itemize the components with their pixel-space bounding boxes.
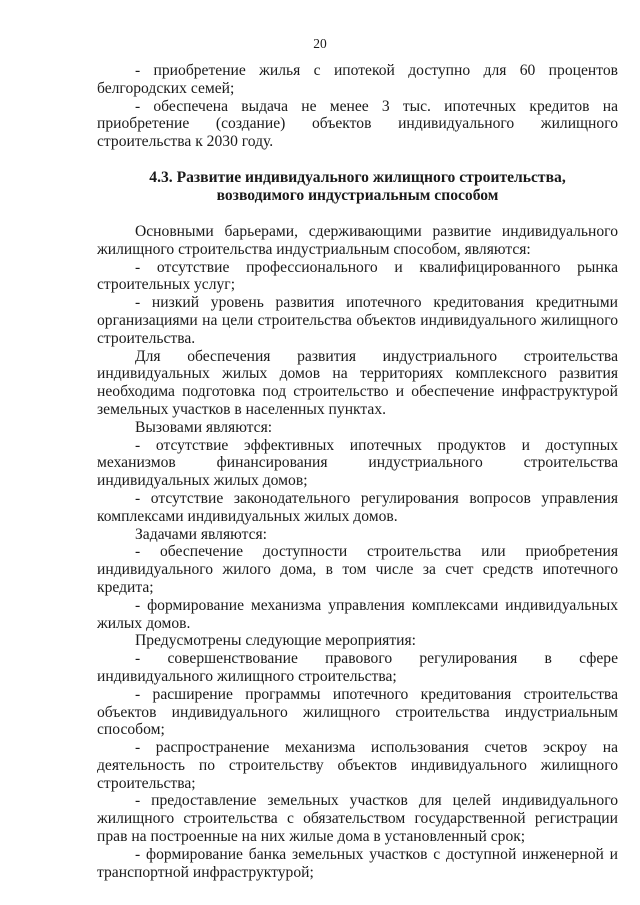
list-item: - расширение программы ипотечного кредитования строительства объектов индивидуального жилищного строительства индустриальным способом; <box>97 685 618 739</box>
list-item: - отсутствие профессионального и квалифицированного рынка строительных услуг; <box>97 258 618 294</box>
list-item: - предоставление земельных участков для целей индивидуального жилищного строительства с обязательством государственной регистрации прав на построенные на них жилые дома в установленный срок; <box>97 792 618 846</box>
intro-paragraph: - обеспечена выдача не менее 3 тыс. ипотечных кредитов на приобретение (создание) объектов индивидуального жилищного строительства к 2030 году. <box>97 97 618 151</box>
section-heading <box>97 169 618 205</box>
section-heading-line: возводимого индустриальным способом <box>216 186 499 204</box>
document-body <box>97 62 618 881</box>
list-item: - формирование банка земельных участков с доступной инженерной и транспортной инфраструктурой; <box>97 845 618 881</box>
list-item: - отсутствие законодательного регулирования вопросов управления комплексами индивидуальных жилых домов. <box>97 489 618 525</box>
paragraph: Предусмотрены следующие мероприятия: <box>135 632 417 650</box>
list-item: - отсутствие эффективных ипотечных продуктов и доступных механизмов финансирования индустриального строительства индивидуальных жилых домов; <box>97 436 618 490</box>
paragraph: Задачами являются: <box>135 525 267 543</box>
paragraph: Вызовами являются: <box>135 418 273 436</box>
list-item: - формирование механизма управления комплексами индивидуальных жилых домов. <box>97 596 618 632</box>
list-item: - низкий уровень развития ипотечного кредитования кредитными организациями на цели строительства объектов индивидуального жилищного строительства. <box>97 294 618 347</box>
section-heading-line: 4.3. Развитие индивидуального жилищного строительства, <box>149 168 566 186</box>
list-item: - совершенствование правового регулирования в сфере индивидуального жилищного строительства; <box>97 650 618 685</box>
list-item: - распространение механизма использования счетов эскроу на деятельность по строительству объектов индивидуального жилищного строительства; <box>97 739 618 792</box>
page-number: 20 <box>313 36 327 51</box>
paragraph: Основными барьерами, сдерживающими развитие индивидуального жилищного строительства индустриальным способом, являются: <box>97 222 618 258</box>
intro-paragraph: - приобретение жилья с ипотекой доступно для 60 процентов белгородских семей; <box>97 62 618 97</box>
list-item: - обеспечение доступности строительства или приобретения индивидуального жилого дома, в том числе за счет средств ипотечного кредита; <box>97 543 618 596</box>
paragraph: Для обеспечения развития индустриального строительства индивидуальных жилых домов на территориях комплексного развития необходима подготовка под строительство и обеспечение инфраструктурой земельных участков в населенных пунктах. <box>97 347 618 418</box>
